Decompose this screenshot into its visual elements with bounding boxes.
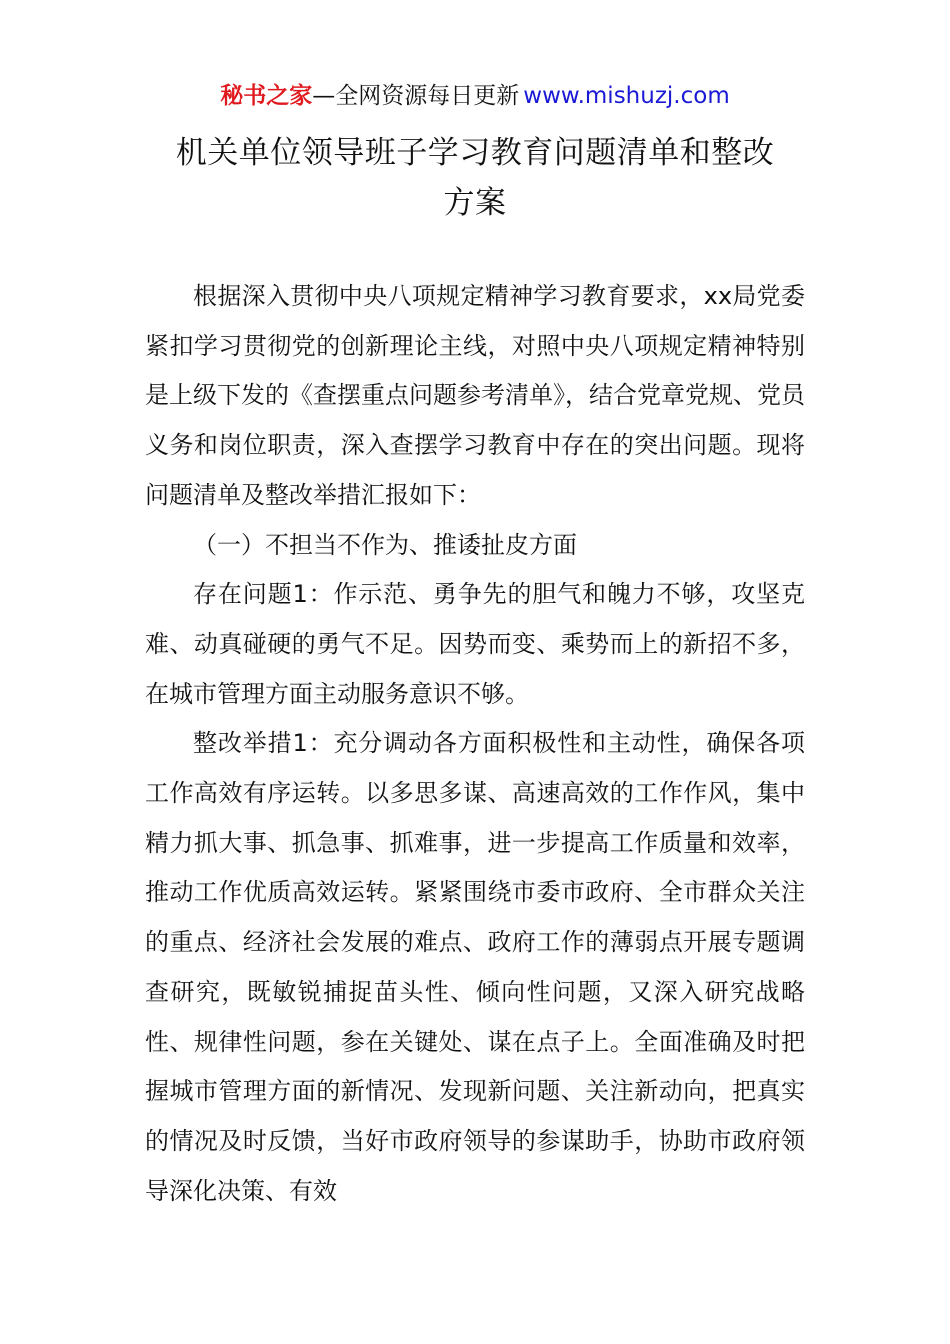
document-title-line-2: 方案 (443, 185, 507, 221)
site-header (0, 80, 950, 112)
document-title-line-1: 机关单位领导班子学习教育问题清单和整改 (175, 135, 775, 171)
measure-paragraph-1: 整改举措1：充分调动各方面积极性和主动性，确保各项工作高效有序运转。以多思多谋、高速高效的工作作风，集中精力抓大事、抓急事、抓难事，进一步提高工作质量和效率，推动工作优质高效运转。紧紧围绕市委市政府、全市群众关注的重点、经济社会发展的难点、政府工作的薄弱点开展专题调查研究，既敏锐捕捉苗头性、倾向性问题，又深入研究战略性、规律性问题，参在关键处、谋在点子上。全面准确及时把握城市管理方面的新情况、发现新问题、关注新动向，把真实的情况及时反馈，当好市政府领导的参谋助手，协助市政府领导深化决策、有效 (145, 729, 805, 1205)
section-heading-1: （一）不担当不作为、推诿扯皮方面 (193, 530, 577, 559)
problem-paragraph-1: 存在问题1：作示范、勇争先的胆气和魄力不够，攻坚克难、动真碰硬的勇气不足。因势而变、乘势而上的新招不多，在城市管理方面主动服务意识不够。 (145, 580, 805, 708)
intro-paragraph: 根据深入贯彻中央八项规定精神学习教育要求，xx局党委紧扣学习贯彻党的创新理论主线，对照中央八项规定精神特别是上级下发的《查摆重点问题参考清单》，结合党章党规、党员义务和岗位职责，深入查摆学习教育中存在的突出问题。现将问题清单及整改举措汇报如下： (145, 282, 805, 509)
site-url-link[interactable]: www.mishuzj.com (523, 83, 730, 109)
site-tagline: —全网资源每日更新 (312, 83, 520, 109)
site-brand: 秘书之家 (220, 83, 313, 109)
document-title (145, 128, 805, 228)
document-body (145, 272, 805, 1216)
